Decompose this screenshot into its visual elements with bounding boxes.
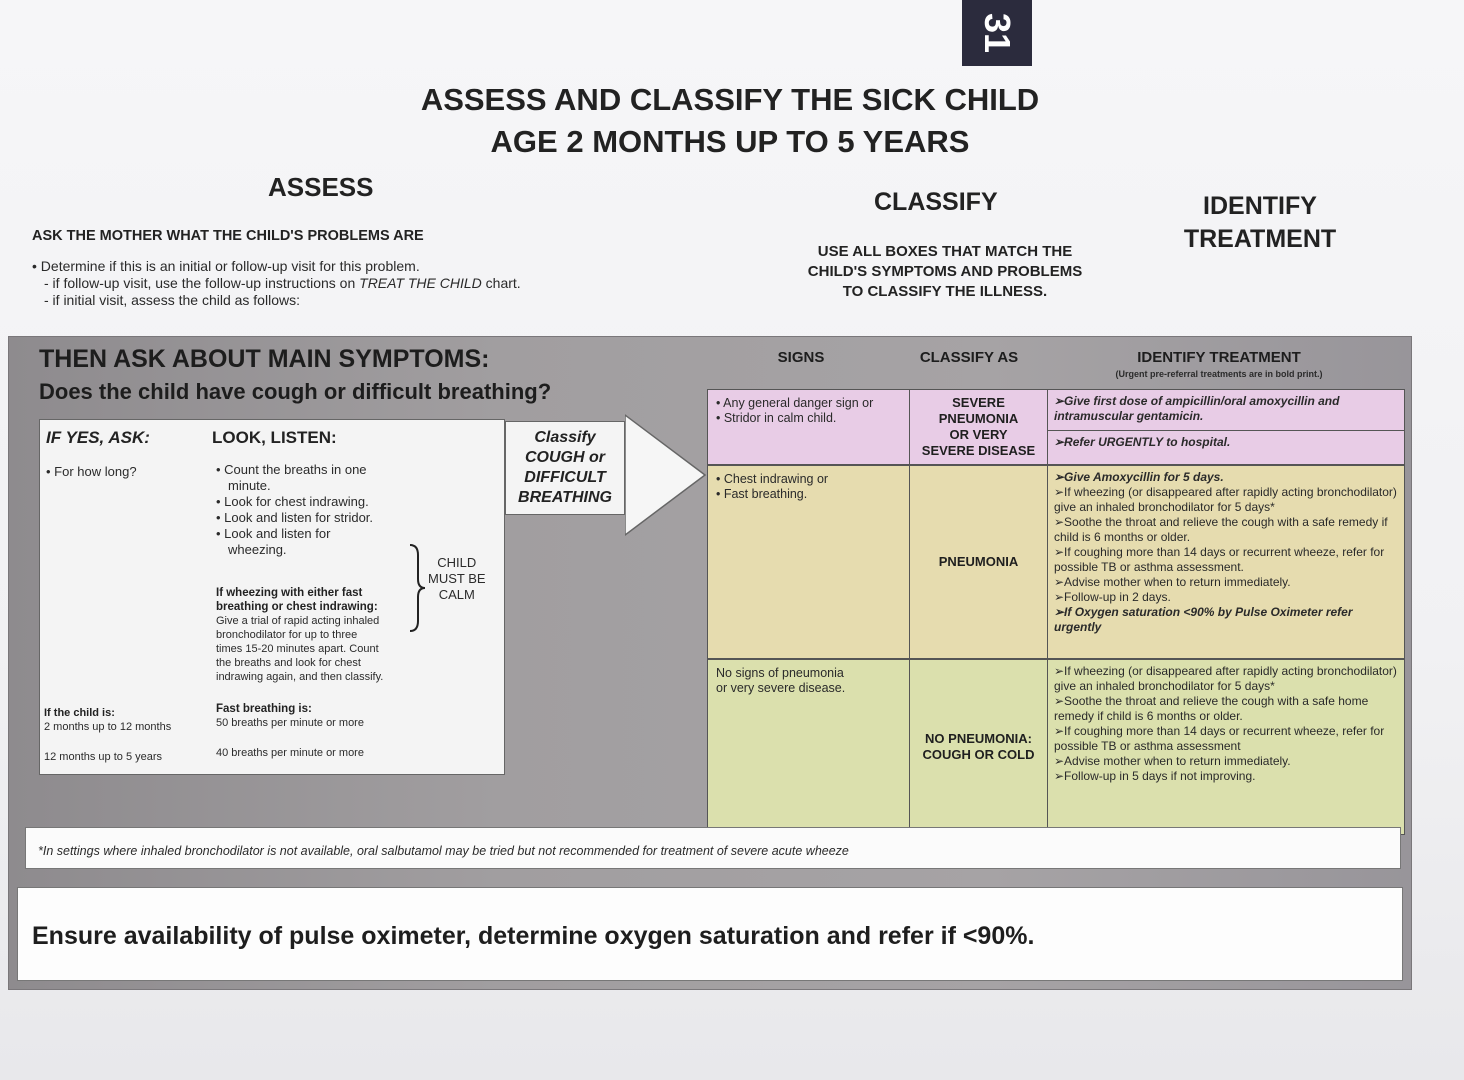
if-yes-ask-label: IF YES, ASK: bbox=[46, 428, 150, 447]
arrow-right-icon bbox=[625, 407, 707, 543]
page-subtitle: AGE 2 MONTHS UP TO 5 YEARS bbox=[490, 124, 970, 159]
row-divider bbox=[1048, 430, 1404, 431]
intro-initial: - if initial visit, assess the child as follows: bbox=[44, 292, 300, 308]
assess-heading: ASSESS bbox=[268, 172, 374, 202]
intro-bullet: • Determine if this is an initial or follow-up visit for this problem. bbox=[32, 258, 420, 274]
how-long-question: • For how long? bbox=[46, 464, 137, 479]
main-question: Does the child have cough or difficult breathing? bbox=[39, 379, 552, 404]
main-symptoms-heading: THEN ASK ABOUT MAIN SYMPTOMS: bbox=[39, 345, 490, 373]
ask-mother-heading: ASK THE MOTHER WHAT THE CHILD'S PROBLEMS ARE bbox=[32, 228, 424, 244]
breath-rate-1: 50 breaths per minute or more bbox=[216, 717, 364, 729]
look-listen-list: • Count the breaths in one minute. • Look for chest indrawing. • Look and listen for stridor. • Look and listen for wheezing. bbox=[216, 462, 374, 557]
classification-cell: SEVERE PNEUMONIA OR VERY SEVERE DISEASE bbox=[910, 390, 1048, 464]
classification-cell: NO PNEUMONIA: COUGH OR COLD bbox=[910, 660, 1048, 834]
wheeze-trial-title: If wheezing with either fast breathing or chest indrawing: bbox=[216, 587, 378, 613]
breath-rate-2: 40 breaths per minute or more bbox=[216, 747, 364, 759]
intro-instructions bbox=[32, 258, 521, 309]
classification-row-no-pneumonia bbox=[707, 659, 1405, 835]
treatment-cell: ➢Give first dose of ampicillin/oral amoxycillin and intramuscular gentamicin. ➢Refer URGENTLY to hospital. bbox=[1048, 390, 1404, 464]
look-listen-label: LOOK, LISTEN: bbox=[212, 428, 337, 447]
age-range-2: 12 months up to 5 years bbox=[44, 751, 163, 763]
treatment-cell: ➢Give Amoxycillin for 5 days. ➢If wheezing (or disappeared after rapidly acting bronchodilator) give an inhaled bronchodilator for 5 days* ➢Soothe the throat and relieve the cough with a safe remedy if child is 6 months or older. ➢If coughing more than 14 days or recurrent wheeze, refer for possible TB or asthma assessment. ➢Advise mother when to return immediately. ➢Follow-up in 2 days. ➢If Oxygen saturation <90% by Pulse Oximeter refer urgently bbox=[1054, 470, 1397, 634]
child-must-be-calm: CHILD MUST BE CALM bbox=[428, 555, 486, 602]
signs-cell: • Chest indrawing or • Fast breathing. bbox=[708, 466, 910, 658]
signs-cell: • Any general danger sign or • Stridor in calm child. bbox=[708, 390, 910, 464]
identify-treatment-header: IDENTIFY TREATMENT bbox=[1137, 349, 1301, 366]
footnote: *In settings where inhaled bronchodilator is not available, oral salbutamol may be tried but not recommended for treatment of severe acute wheeze bbox=[25, 827, 1401, 869]
identify-treatment-subheader: (Urgent pre-referral treatments are in bold print.) bbox=[1115, 369, 1323, 379]
fast-breathing-label: Fast breathing is: bbox=[216, 703, 312, 715]
classify-heading: CLASSIFY bbox=[874, 188, 998, 216]
pulse-oximeter-banner: Ensure availability of pulse oximeter, determine oxygen saturation and refer if <90%. bbox=[17, 887, 1403, 981]
page-number: 31 bbox=[976, 12, 1018, 54]
classification-cell: PNEUMONIA bbox=[910, 466, 1048, 658]
signs-cell: No signs of pneumonia or very severe disease. bbox=[708, 660, 910, 834]
intro-follow-up: - if follow-up visit, use the follow-up instructions on TREAT THE CHILD chart. bbox=[44, 275, 521, 291]
classify-cough-box: Classify COUGH or DIFFICULT BREATHING bbox=[505, 421, 625, 515]
curly-brace-icon bbox=[408, 543, 426, 633]
page-number-tab bbox=[962, 0, 1032, 66]
classify-as-header: CLASSIFY AS bbox=[919, 349, 1019, 366]
page-title: ASSESS AND CLASSIFY THE SICK CHILD bbox=[420, 82, 1040, 117]
classification-row-pneumonia bbox=[707, 465, 1405, 659]
cough-breathing-panel bbox=[8, 336, 1412, 990]
classification-row-severe bbox=[707, 389, 1405, 465]
wheeze-trial-text: Give a trial of rapid acting inhaled bronchodilator for up to three times 15-20 minutes apart. Count the breaths and look for chest indrawing again, and then classify. bbox=[216, 615, 384, 683]
age-range-1: 2 months up to 12 months bbox=[44, 721, 172, 733]
assess-box bbox=[39, 419, 505, 775]
if-child-is-label: If the child is: bbox=[44, 707, 115, 719]
treatment-cell: ➢If wheezing (or disappeared after rapidly acting bronchodilator) give an inhaled bronchodilator for 5 days* ➢Soothe the throat and relieve the cough with a safe home remedy if child is 6 months or older. ➢If coughing more than 14 days or recurrent wheeze, refer for possible TB or asthma assessment ➢Advise mother when to return immediately. ➢Follow-up in 5 days if not improving. bbox=[1054, 664, 1397, 783]
identify-heading: IDENTIFY TREATMENT bbox=[1183, 192, 1337, 253]
use-boxes-instruction: USE ALL BOXES THAT MATCH THE CHILD'S SYMPTOMS AND PROBLEMS TO CLASSIFY THE ILLNESS. bbox=[807, 243, 1083, 300]
signs-header: SIGNS bbox=[777, 349, 825, 366]
